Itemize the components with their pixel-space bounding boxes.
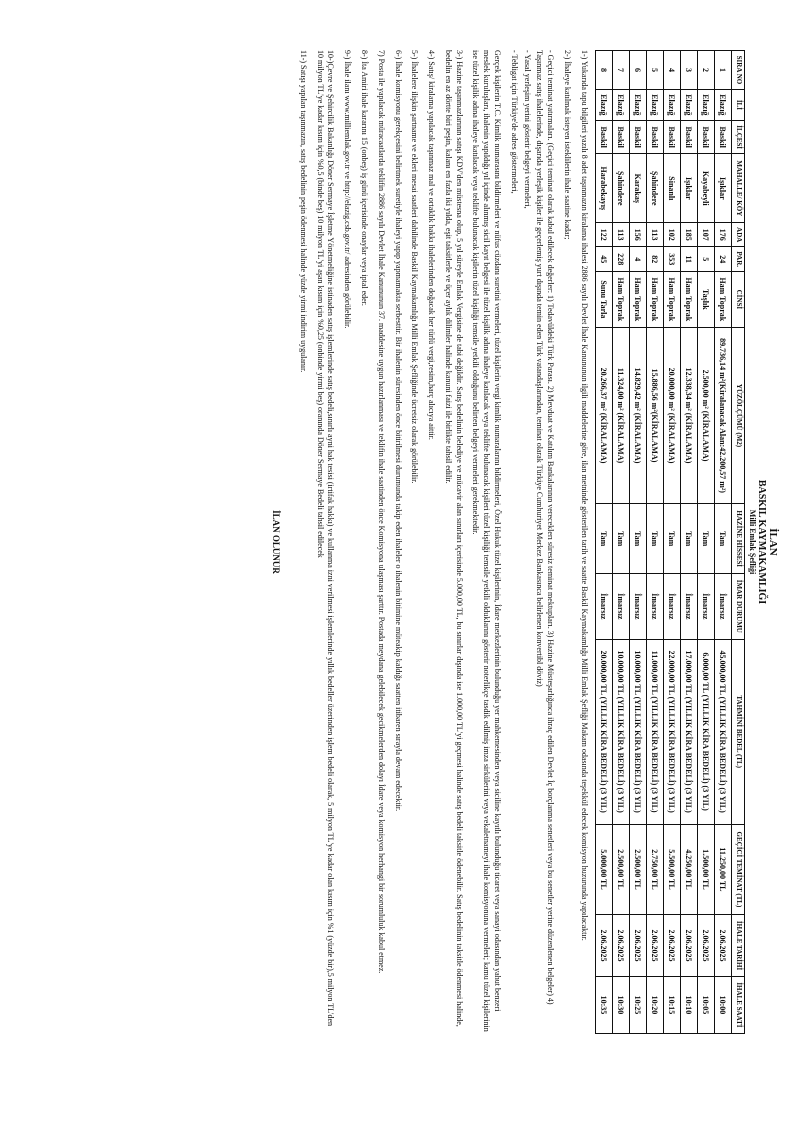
table-cell: 12.338,34 m² (KİRALAMA)	[680, 327, 697, 504]
table-cell: 4	[629, 247, 646, 272]
column-header: ADA	[731, 223, 744, 247]
table-cell: 11.324,00 m² (KİRALAMA)	[612, 327, 629, 504]
table-cell: Karakaş	[629, 154, 646, 223]
table-cell: Baskil	[663, 120, 680, 154]
table-cell: 10:35	[595, 976, 612, 1033]
column-header: İLÇESİ	[731, 120, 744, 154]
table-cell: 5	[697, 247, 714, 272]
table-cell: Baskil	[646, 120, 663, 154]
table-cell: 22.000,00 TL (YILLIK KİRA BEDELİ) (3 YIL)	[663, 639, 680, 824]
table-cell: 14.829,42 m² (KİRALAMA)	[629, 327, 646, 504]
table-cell: Tam	[663, 504, 680, 574]
table-cell: Ham Toprak	[629, 272, 646, 328]
table-cell: 10.000,00 TL (YILLIK KİRA BEDELİ) (3 YIL)	[612, 639, 629, 824]
table-row	[680, 51, 697, 1034]
table-cell: 11	[680, 247, 697, 272]
table-cell: 122	[595, 223, 612, 247]
table-cell: Tam	[612, 504, 629, 574]
table-cell: Sunu Tarla	[595, 272, 612, 328]
table-cell: 2.500,00 TL	[629, 824, 646, 915]
table-cell: Kayabeyli	[697, 154, 714, 223]
table-cell: 3	[680, 51, 697, 90]
column-header: MAHALLE/ KÖY	[731, 154, 744, 223]
table-cell: 15.886,56 m²(KİRALAMA)	[646, 327, 663, 504]
table-cell: 185	[680, 223, 697, 247]
table-cell: Işıklar	[680, 154, 697, 223]
table-cell: 45.000,00 TL (YILLIK KİRA BEDELİ) (3 YIL)	[714, 639, 731, 824]
table-cell: 156	[629, 223, 646, 247]
tender-table	[595, 50, 745, 1034]
table-cell: Baskil	[680, 120, 697, 154]
table-cell: Elazığ	[680, 89, 697, 120]
column-header: İLİ	[731, 89, 744, 120]
table-cell: Ham Toprak	[646, 272, 663, 328]
table-cell: 10:05	[697, 976, 714, 1033]
table-cell: 11.000,00 TL (YILLIK KİRA BEDELİ) (3 YIL)	[646, 639, 663, 824]
table-cell: Elazığ	[595, 89, 612, 120]
table-cell: 20.000,00 m² (KİRALAMA)	[663, 327, 680, 504]
table-cell: 5	[646, 51, 663, 90]
clause-paragraph: 8-) İta Amiri ihale kararını 15 (onbeş) iş günü içerisinde onaylar veya iptal eder.	[359, 50, 369, 306]
table-cell: 353	[663, 247, 680, 272]
clause-paragraph: 2-) İhaleye katılmak isteyen isteklilerin ihale saatine kadar;	[563, 50, 573, 240]
column-header: GEÇİCİ TEMİNAT (TL)	[731, 824, 744, 915]
table-row	[595, 51, 612, 1034]
table-cell: İmarsız	[629, 573, 646, 639]
table-cell: Baskil	[629, 120, 646, 154]
table-cell: İmarsız	[714, 573, 731, 639]
table-cell: İmarsız	[595, 573, 612, 639]
clause-paragraph: 11-) Satışı yapılan taşınmazın, satış bedelinin peşin ödenmesi halinde yüzde yirmi indirim uygulanır.	[298, 50, 308, 373]
table-cell: Elazığ	[714, 89, 731, 120]
table-cell: 2.06.2025	[612, 915, 629, 977]
closing-statement: İLAN OLUNUR	[270, 510, 281, 574]
issuing-authority: BASKIL KAYMAKAMLIĞI	[756, 479, 768, 605]
table-body	[595, 51, 731, 1034]
table-cell: Şahindere	[612, 154, 629, 223]
table-cell: 2.06.2025	[714, 915, 731, 977]
table-cell: 6.000,00 TL (YILLIK KİRA BEDELİ) (3 YIL)	[697, 639, 714, 824]
table-cell: 1.500,00 TL	[697, 824, 714, 915]
table-cell: 82	[646, 247, 663, 272]
notice-header	[748, 50, 778, 1034]
table-row	[612, 51, 629, 1034]
table-cell: 2.06.2025	[595, 915, 612, 977]
table-cell: 113	[612, 223, 629, 247]
clause-paragraph: 9-) İhale ilanı www.milliemlak.gov.tr ve http://elazig.csb.gov.tr/ adresinden görülebilir.	[343, 50, 353, 329]
table-cell: 4	[663, 51, 680, 90]
clause-paragraph: 4-) Satış/ kiralama yapılacak taşınmaz mal ve ortaklık hakkı ihalelerinden doğacak her türlü vergi,resim,harç alıcıya aittir.	[427, 50, 437, 440]
table-cell: Elazığ	[663, 89, 680, 120]
clause-paragraph: 3-) Hazine taşınmazlarının satışı KDV'den müstesna olup, 5 yıl süreyle Emlak Vergisine de tabi değildir. Satış bedelinin belediye ve mücavir alan sınırları içerisinde 5.000,00 TL, bu sınırlar dışında ise 1.000,00 TL'yi geçmesi halinde satış bedeli taksitle ödenebilir. Satış bedelinin taksitle ödenmesi halinde, bedelin en az dörtte biri peşin, kalanı en fazla iki yılda, eşit taksitlerle ve üçer aylık dilimler halinde kanuni faizi ile birlikte tahsil edilir.	[443, 50, 464, 1027]
table-cell: Baskil	[697, 120, 714, 154]
clause-paragraph: 10-)Çevre ve Şehircilik Bakanlığı Döner Sermaye İşletme Yönetmeliğine istinaden satış işlemlerinde satış bedeli,sınırlı ayni hak tesisi (irtifak hakkı) ve kullanma izni verilmesi işlemlerinde yıllık bedeller üzerinden işlem bedeli olarak, 5 milyon TL'ye kadar olan kısım için %1 (yüzde bir),5 milyon TL'den 10 milyon TL'ye kadar kısım için %0,5 (binde beş) 10 milyon TL'yi aşan kısım için %0,25 (onbinde yirmi beş) oranında Döner Sermaye Bedeli tahsil edilecek	[315, 50, 336, 1027]
table-cell: 24	[714, 247, 731, 272]
table-cell: 17.000,00 TL (YILLIK KİRA BEDELİ) (3 YIL)	[680, 639, 697, 824]
table-cell: 45	[595, 247, 612, 272]
table-cell: 11.250,00 TL	[714, 824, 731, 915]
table-cell: 2.500,00 m² (KİRALAMA)	[697, 327, 714, 504]
table-cell: Taşlık	[697, 272, 714, 328]
table-cell: 2.06.2025	[629, 915, 646, 977]
column-header: İHALE TARİHİ	[731, 915, 744, 977]
table-cell: 8	[595, 51, 612, 90]
table-cell: İmarsız	[680, 573, 697, 639]
clause-paragraph: 7) Posta ile yapılacak müracaatlarda teklifin 2886 sayılı Devlet İhale Kanununun 37. maddesine uygun hazırlanması ve teklifin ihale saatinden önce Komisyona ulaşması şarttır. Postada meydana gelebilecek gecikmelerden dolayı İdare veya komisyon herhangi bir sorumluluk kabul etmez.	[376, 50, 386, 974]
table-cell: 2.06.2025	[646, 915, 663, 977]
table-cell: İmarsız	[646, 573, 663, 639]
table-cell: Ham Toprak	[663, 272, 680, 328]
table-cell: Işıklar	[714, 154, 731, 223]
table-cell: Baskil	[714, 120, 731, 154]
column-header: SIRA NO	[731, 51, 744, 90]
clause-paragraph: - Geçici teminat yatırmaları. (Geçici teminat olarak kabul edilecek değerler: 1) Tedavüldeki Türk Parası. 2) Mevduat ve Katılım Bankalarının vereceklerı süresiz teminat mektupları. 3) Hazine Müsteşarlığınca ihraç edilen Devlet İç borçlanma senetleri veya bu senetler yerine düzenlenen belgeler) 4) Taşınmaz satış ihalelerinde, dışarıda yerleşik kişiler ile geçerlemiş yurt dışında temin eden Türk vatandaşlarından, teminat olarak Türkiye Cumhuriyet Merkez Bankasınca belirlenen konvertibl döviz)	[535, 50, 556, 1005]
column-header: PAR.	[731, 247, 744, 272]
clause-paragraph: Gerçek kişilerin T.C. Kimlik numarasını bildirmeleri ve nüfus cüzdanı suretini vermeleri, tüzel kişilerin vergi kimlik numaralarını bildirmeleri, Özel Hukuk tüzel kişilerinin, İdare merkezlerinin bulunduğu yer mahkemesinden veya siciline kayıtlı bulunduğu ticaret veya sanayi odasından yahut benzeri meslek kuruluşları, ihalenin yapıldığı yıl içinde alınmış sicil kayıt belgesi ile tüzel kişilik adına ihaleye katılacak veya teklifte bulunacak kişileri tüzel kişiliği temsile yetkili olduklarını gösterir noterlikçe tasdik edilmiş imza sirkülerini veya vekaletnameyi ihale komisyonuna vermeleri; kamu tüzel kişilerinin ise tüzel kişilik adına ihaleye katılacak veya teklifte bulunacak kişilerin tüzel kişiliği temsile yetkili olduğunu belirten belgeyi vermeleri gerekmektedir.	[471, 50, 503, 1032]
table-cell: Tam	[714, 504, 731, 574]
table-cell: 2.06.2025	[663, 915, 680, 977]
table-cell: 10:15	[663, 976, 680, 1033]
table-cell: Ham Toprak	[612, 272, 629, 328]
table-row	[629, 51, 646, 1034]
column-header: YÜZÖLÇÜMÜ (M2)	[731, 327, 744, 504]
table-row	[714, 51, 731, 1034]
table-cell: 102	[663, 223, 680, 247]
table-cell: 7	[612, 51, 629, 90]
table-header-row	[731, 51, 744, 1034]
table-row	[663, 51, 680, 1034]
table-cell: Tam	[680, 504, 697, 574]
table-cell: 5.500,00 TL	[663, 824, 680, 915]
table-cell: Elazığ	[697, 89, 714, 120]
table-cell: 2.500,00 TL	[612, 824, 629, 915]
notice-title: İLAN	[767, 528, 779, 556]
issuing-office: Milli Emlak Şefliği	[747, 509, 757, 575]
clause-paragraph: - Tebligat için Türkiye'de adres göstermeleri,	[509, 50, 519, 194]
table-cell: Tam	[697, 504, 714, 574]
table-cell: Sinanlı	[663, 154, 680, 223]
table-cell: 2.06.2025	[697, 915, 714, 977]
column-header: İMAR DURUMU	[731, 573, 744, 639]
table-cell: Elazığ	[612, 89, 629, 120]
table-cell: 10:25	[629, 976, 646, 1033]
table-cell: 10.000,00 TL (YILLIK KİRA BEDELİ) (3 YIL)	[629, 639, 646, 824]
table-cell: 4.250,00 TL	[680, 824, 697, 915]
table-cell: Elazığ	[629, 89, 646, 120]
table-cell: 1	[714, 51, 731, 90]
table-cell: 10:30	[612, 976, 629, 1033]
table-cell: 2.750,00 TL	[646, 824, 663, 915]
table-cell: 228	[612, 247, 629, 272]
clause-paragraph: 5-) İhalelere ilişkin şartname ve ekleri mesai saatleri dahilinde Baskil Kaymakamlığı Milli Emlak Şefliğinde ücretsiz olarak görülebilir.	[410, 50, 420, 484]
table-row	[646, 51, 663, 1034]
column-header: CİNSİ	[731, 272, 744, 328]
table-cell: 107	[697, 223, 714, 247]
clause-paragraph: 6-) İhale komisyonu gerekçesini belirtmek suretiyle ihaleyi yapıp yapmamakta serbesttir. Bir ihalenin süresinden önce bitirilmesi durumunda takip eden ihaleler o ihalenin bitimine müteakip kaldığı saatten itibaren sırayla devam edecektir.	[393, 50, 403, 812]
table-cell: Baskil	[612, 120, 629, 154]
table-cell: 10:00	[714, 976, 731, 1033]
table-cell: 176	[714, 223, 731, 247]
table-cell: 20.266,37 m² (KİRALAMA)	[595, 327, 612, 504]
table-cell: Elazığ	[646, 89, 663, 120]
table-cell: 10:10	[680, 976, 697, 1033]
table-cell: Şahindere	[646, 154, 663, 223]
column-header: HAZİNE HİSSESİ	[731, 504, 744, 574]
table-cell: Ham Toprak	[714, 272, 731, 328]
table-cell: 2	[697, 51, 714, 90]
table-cell: 89.736,14 m²(Kiralanacak Alan:42.200,57 m²)	[714, 327, 731, 504]
table-cell: İmarsız	[663, 573, 680, 639]
table-cell: 5.000,00 TL	[595, 824, 612, 915]
table-cell: İmarsız	[612, 573, 629, 639]
table-cell: Tam	[595, 504, 612, 574]
table-cell: Tam	[646, 504, 663, 574]
table-cell: 2.06.2025	[680, 915, 697, 977]
column-header: TAHMİNİ BEDEL (TL)	[731, 639, 744, 824]
column-header: İHALE SAATİ	[731, 976, 744, 1033]
table-cell: Ham Toprak	[680, 272, 697, 328]
table-cell: İmarsız	[697, 573, 714, 639]
table-cell: Baskil	[595, 120, 612, 154]
table-cell: Harabekayış	[595, 154, 612, 223]
table-cell: 20.000,00 TL (YILLIK KİRA BEDELİ) (3 YIL)	[595, 639, 612, 824]
table-cell: 113	[646, 223, 663, 247]
clause-paragraph: - Yasal yerleşim yerini gösterir belgeyi vermeleri,	[522, 50, 532, 209]
table-cell: 10:20	[646, 976, 663, 1033]
notice-clauses	[297, 50, 589, 1034]
table-cell: 6	[629, 51, 646, 90]
clause-paragraph: 1-) Yukarıda tapu bilgileri yazılı 8 adet taşınmazın kiralama ihalesi 2886 sayılı Devlet İhale Kanununun ilgili maddelerine göre, ilan metninde gösterilen tarih ve saatte Baskil Kaymakamlığı Milli Emlak Şefliği Makam odasında teşekkül edecek komisyon huzurunda yapılacaktır.	[579, 50, 589, 941]
table-row	[697, 51, 714, 1034]
table-cell: Tam	[629, 504, 646, 574]
